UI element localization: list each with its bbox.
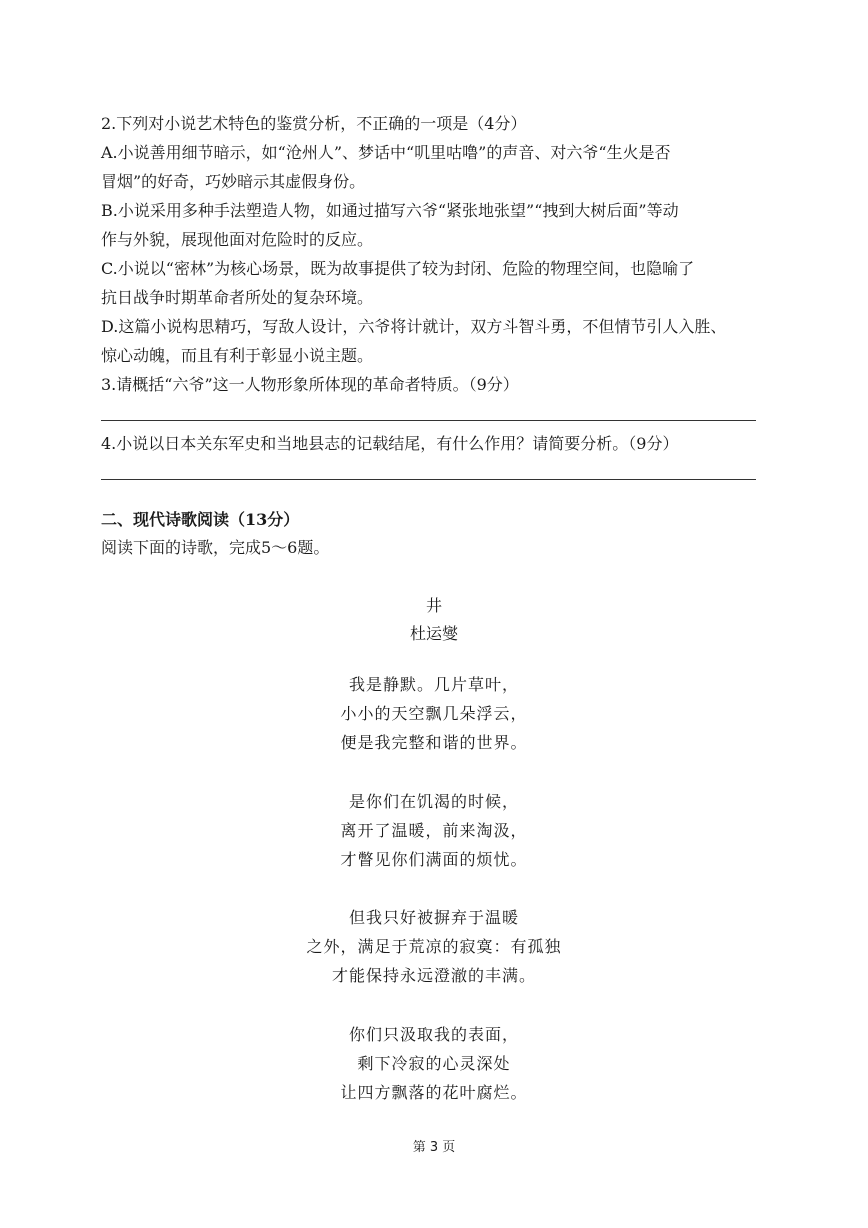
- question-4: 4.小说以日本关东军史和当地县志的记载结尾，有什么作用？请简要分析。（9分）: [101, 434, 679, 453]
- poem-line: 便是我完整和谐的世界。: [340, 733, 528, 752]
- section-2-title: 二、现代诗歌阅读（13分）: [101, 510, 300, 529]
- section-2-instruction: 阅读下面的诗歌，完成5～6题。: [101, 538, 330, 557]
- poem-line: 但我只好被摒弃于温暖: [348, 908, 519, 927]
- answer-line-q3: [101, 420, 756, 421]
- page-number: 第 3 页: [412, 1140, 456, 1155]
- option-c-line-1: C.小说以“密林”为核心场景，既为故事提供了较为封闭、危险的物理空间，也隐喻了: [101, 259, 695, 278]
- poem-line: 你们只汲取我的表面，: [348, 1025, 519, 1044]
- poem-stanza-1: [0, 670, 868, 757]
- poem-line: 小小的天空飘几朵浮云，: [340, 704, 528, 723]
- poem-line: 让四方飘落的花叶腐烂。: [340, 1083, 528, 1102]
- poem-line: 之外，满足于荒凉的寂寞：有孤独: [306, 937, 562, 956]
- poem-line: 我是静默。几片草叶，: [348, 675, 519, 694]
- poem-line: 剩下冷寂的心灵深处: [357, 1054, 511, 1073]
- poem-stanza-2: [0, 787, 868, 874]
- poem-line: 是你们在饥渴的时候，: [348, 792, 519, 811]
- poem-title: 井: [425, 596, 442, 615]
- poem-line: 才瞥见你们满面的烦忧。: [340, 850, 528, 869]
- option-a-line-2: 冒烟”的好奇，巧妙暗示其虚假身份。: [101, 172, 366, 191]
- poem-line: 离开了温暖，前来淘汲，: [340, 821, 528, 840]
- option-a-line-1: A.小说善用细节暗示，如“沧州人”、梦话中“叽里咕噜”的声音、对六爷“生火是否: [101, 143, 671, 162]
- option-b-line-2: 作与外貌，展现他面对危险时的反应。: [101, 230, 374, 249]
- poem-stanza-3: [0, 903, 868, 990]
- question-2-stem: 2.下列对小说艺术特色的鉴赏分析，不正确的一项是（4分）: [101, 114, 527, 133]
- poem-stanza-4: [0, 1020, 868, 1107]
- answer-line-q4: [101, 479, 756, 480]
- option-d-line-2: 惊心动魄，而且有利于彰显小说主题。: [101, 346, 374, 365]
- option-d-line-1: D.这篇小说构思精巧，写敌人设计，六爷将计就计，双方斗智斗勇，不但情节引人入胜、: [101, 317, 727, 336]
- poem-line: 才能保持永远澄澈的丰满。: [331, 966, 536, 985]
- poem-author: 杜运燮: [409, 624, 458, 643]
- question-2: [101, 109, 761, 399]
- question-4-block: [101, 429, 761, 458]
- question-3: 3.请概括“六爷”这一人物形象所体现的革命者特质。（9分）: [101, 375, 519, 394]
- option-c-line-2: 抗日战争时期革命者所处的复杂环境。: [101, 288, 374, 307]
- option-b-line-1: B.小说采用多种手法塑造人物，如通过描写六爷“紧张地张望”“拽到大树后面”等动: [101, 201, 679, 220]
